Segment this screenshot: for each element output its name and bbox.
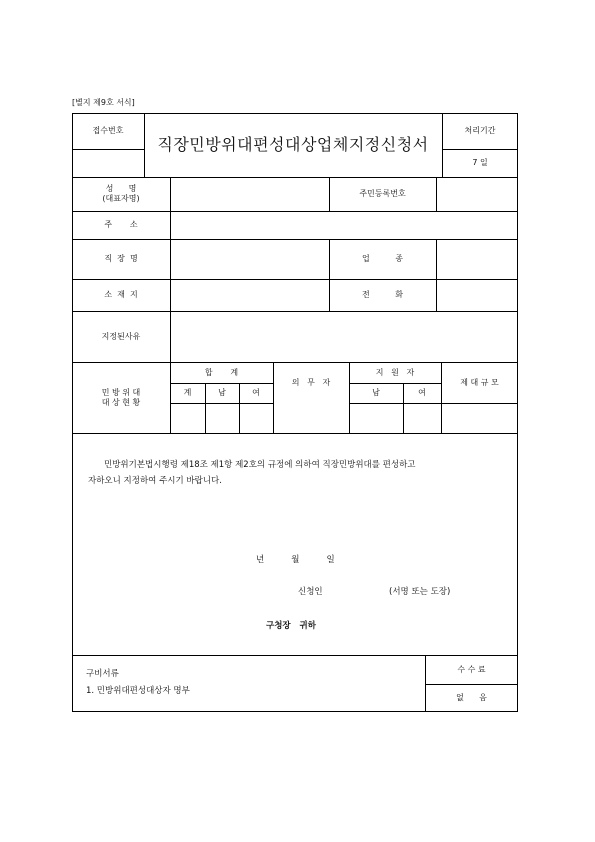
target-status-label: 민 방 위 대 대 상 현 황 [101,387,141,407]
unit-scale-header: 제 대 규 모 [460,377,499,387]
phone-field[interactable] [437,280,517,310]
required-docs-item: 1. 민방위대편성대상자 명부 [86,686,190,696]
divider [72,433,518,434]
duty-field[interactable] [274,404,348,432]
id-number-field[interactable] [437,178,517,210]
divider [72,149,144,150]
business-type-label: 업 종 [362,254,403,263]
total-sum-field[interactable] [171,404,204,432]
fee-value: 없 음 [456,693,487,702]
id-number-label: 주민등록번호 [359,189,406,198]
location-field[interactable] [171,280,328,310]
name-label: 성 명 (대표자명) [102,184,140,203]
designation-reason-field[interactable] [171,312,517,361]
addressee: 구청장 귀하 [266,621,316,631]
required-docs-label: 구비서류 [86,669,119,679]
location-label: 소 재 지 [104,290,138,299]
total-male-field[interactable] [206,404,238,432]
form-title: 직장민방위대편성대상업체지정신청서 [157,135,429,154]
phone-label: 전 화 [362,290,403,299]
statement-line-1: 민방위기본법시행령 제18조 제1항 제2호의 규정에 의하여 직장민방위대를 편성하고 [104,460,416,470]
total-female-header: 여 [252,388,260,397]
volunteer-header: 지 원 자 [375,367,415,377]
total-male-header: 남 [218,388,226,397]
signature-label: (서명 또는 도장) [389,587,451,597]
workplace-name-field[interactable] [171,240,328,278]
name-field[interactable] [171,178,328,210]
processing-period-label: 처리기간 [464,126,496,135]
fee-label: 수 수 료 [457,664,486,674]
address-label: 주 소 [104,220,138,229]
volunteer-female-header: 여 [418,388,426,397]
applicant-label: 신청인 [298,587,323,597]
volunteer-female-field[interactable] [404,404,440,432]
business-type-field[interactable] [437,240,517,278]
address-field[interactable] [171,212,517,238]
unit-scale-field[interactable] [442,404,517,432]
statement-line-2: 자하오니 지정하여 주시기 바랍니다. [88,476,222,486]
total-header: 합 계 [204,367,239,377]
duty-header: 의 무 자 [291,377,331,387]
total-female-field[interactable] [240,404,272,432]
form-reference: [별지 제9호 서식] [72,98,135,107]
receipt-no-label: 접수번호 [92,126,124,135]
application-date: 년 월 일 [256,555,335,565]
designation-reason-label: 지정된사유 [101,331,141,341]
total-sum-header: 계 [183,388,192,397]
volunteer-male-header: 남 [372,388,380,397]
processing-period-value: 7 일 [472,158,488,167]
volunteer-male-field[interactable] [350,404,402,432]
workplace-name-label: 직 장 명 [104,254,138,263]
